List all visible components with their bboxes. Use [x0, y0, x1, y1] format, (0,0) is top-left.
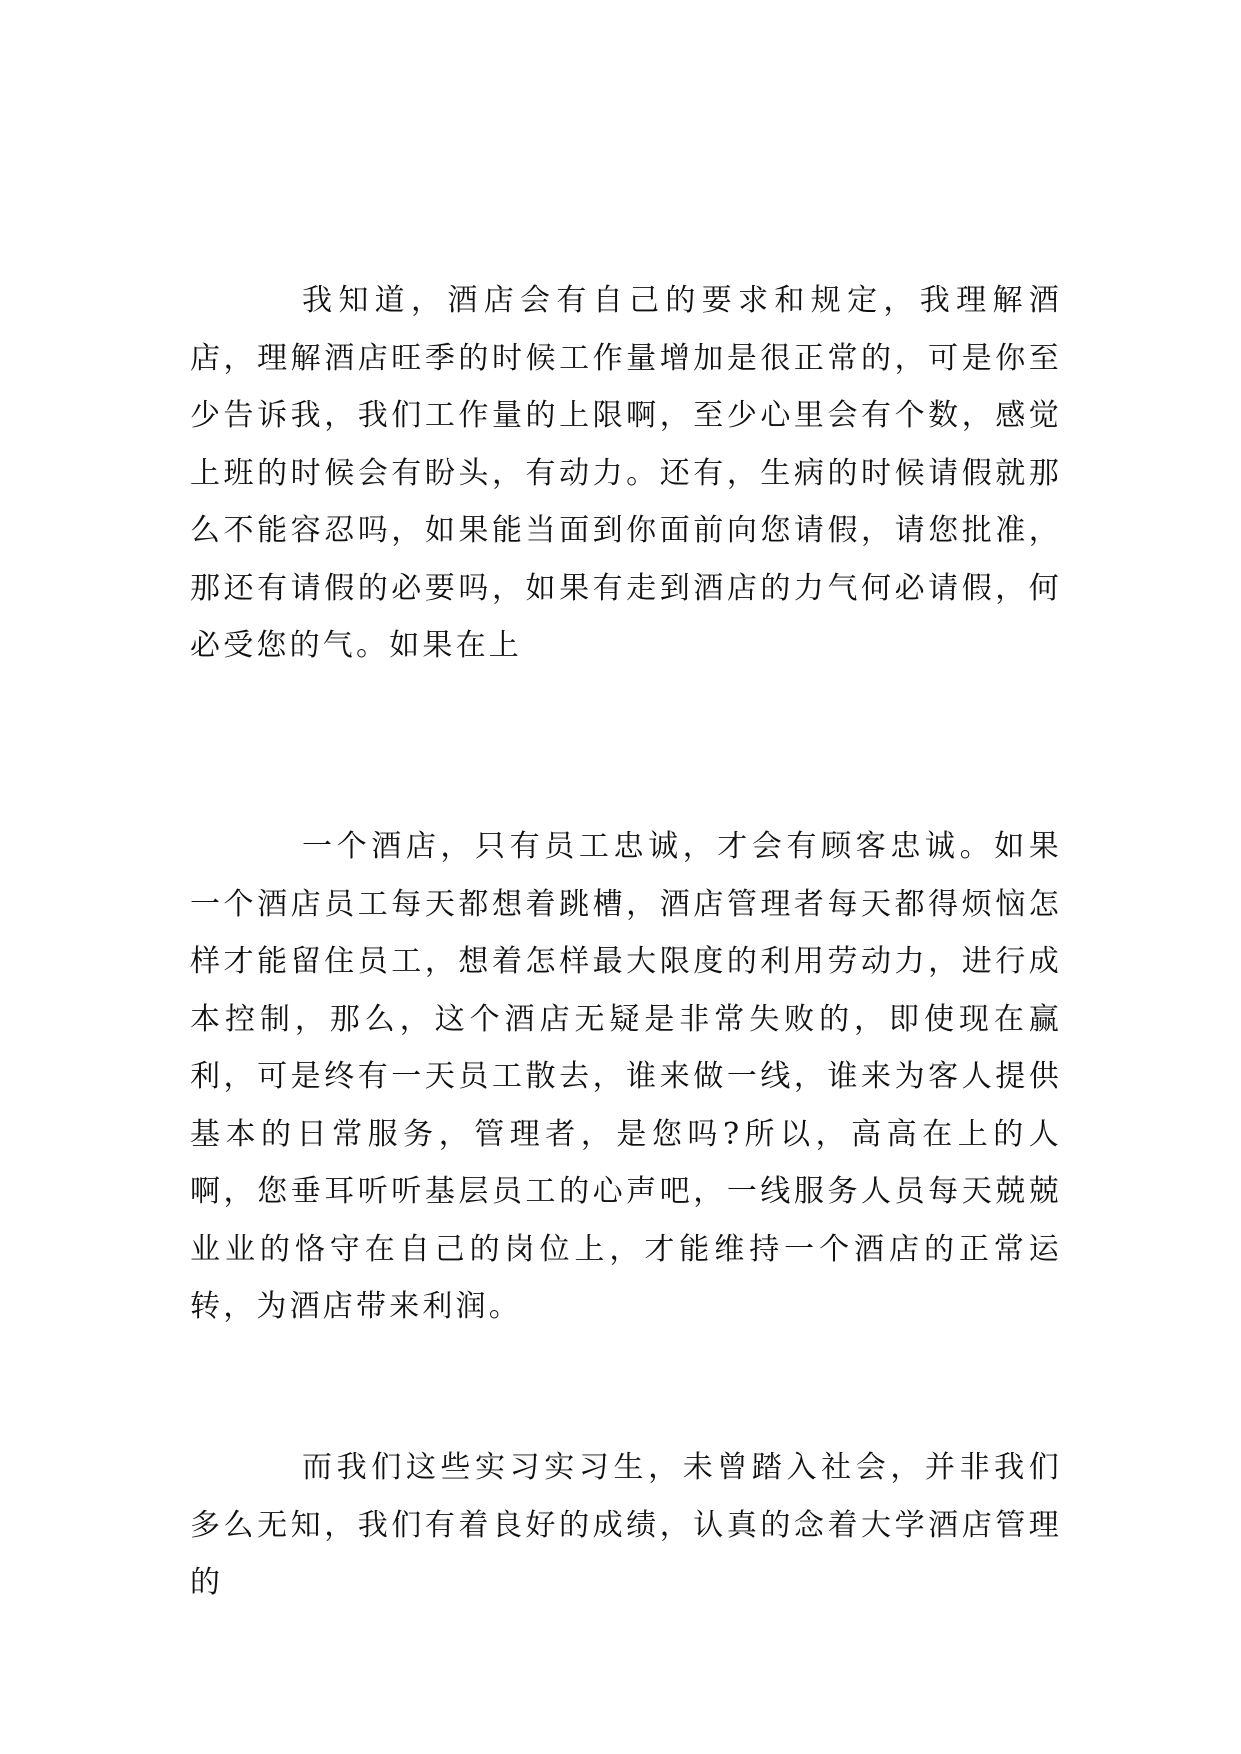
- paragraph-1: 我知道，酒店会有自己的要求和规定，我理解酒店，理解酒店旺季的时候工作量增加是很正常的，可是你至少告诉我，我们工作量的上限啊，至少心里会有个数，感觉上班的时候会有盼头，有动力。还有，生病的时候请假就那么不能容忍吗，如果能当面到你面前向您请假，请您批准，那还有请假的必要吗，如果有走到酒店的力气何必请假，何必受您的气。如果在上: [190, 283, 1062, 663]
- paragraph-3: 而我们这些实习实习生，未曾踏入社会，并非我们多么无知，我们有着良好的成绩，认真的念着大学酒店管理的: [190, 1450, 1062, 1600]
- paragraph-2: 一个酒店，只有员工忠诚，才会有顾客忠诚。如果一个酒店员工每天都想着跳槽，酒店管理者每天都得烦恼怎样才能留住员工，想着怎样最大限度的利用劳动力，进行成本控制，那么，这个酒店无疑是非常失败的，即使现在赢利，可是终有一天员工散去，谁来做一线，谁来为客人提供基本的日常服务，管理者，是您吗?所以，高高在上的人啊，您垂耳听听基层员工的心声吧，一线服务人员每天兢兢业业的恪守在自己的岗位上，才能维持一个酒店的正常运转，为酒店带来利润。: [190, 829, 1062, 1324]
